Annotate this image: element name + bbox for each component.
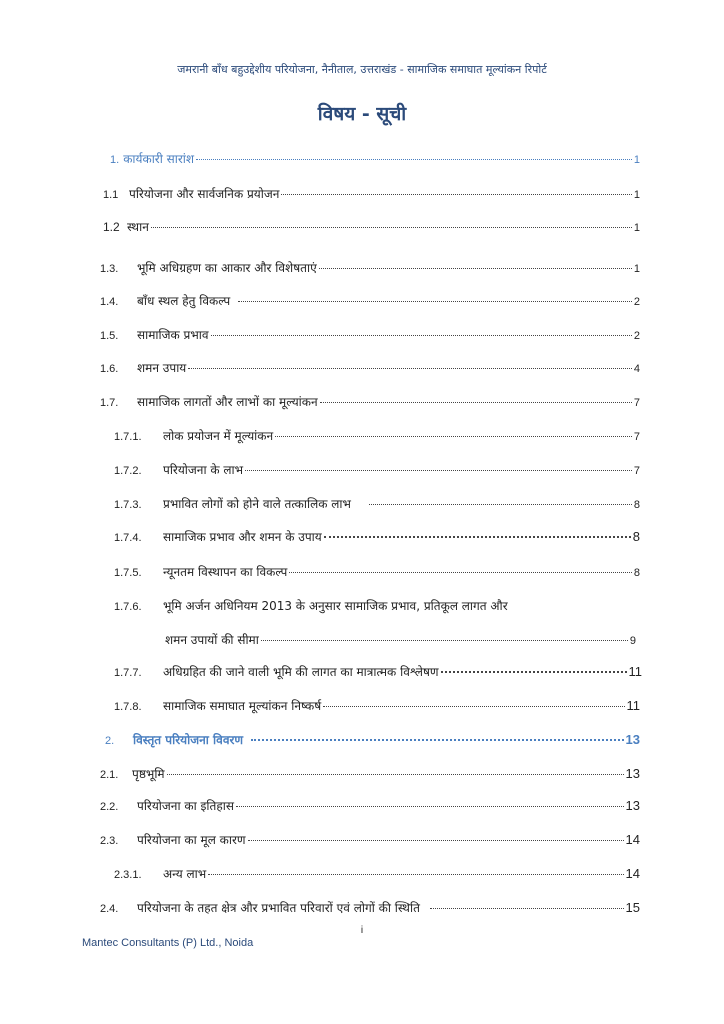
toc-page: 7 [633,397,640,409]
toc-entry[interactable] [100,259,640,276]
toc-entry[interactable] [114,597,640,614]
toc-entry[interactable] [103,218,640,235]
toc-entry[interactable] [114,865,640,882]
toc-page: 8 [633,499,640,511]
toc-page: 8 [632,529,640,544]
toc-number: 1.1 [103,189,119,201]
toc-number: 2.2. [100,801,119,813]
toc-label: भूमि अर्जन अधिनियम 2013 के अनुसार सामाजिक प्रभाव, प्रतिकूल लागत और [163,599,508,613]
toc-entry[interactable] [110,150,640,167]
toc-label: परियोजना का इतिहास [137,799,234,813]
toc-entry[interactable] [114,495,640,512]
toc-page: 1 [633,263,640,275]
toc-entry[interactable] [114,461,640,478]
toc-page: 1 [633,189,640,201]
toc-page: 14 [625,832,640,847]
toc-entry[interactable] [103,185,640,202]
toc-label: विस्तृत परियोजना विवरण [133,733,244,747]
toc-page: 7 [633,465,640,477]
dot-leader [275,435,632,437]
toc-page: 7 [633,431,640,443]
toc-label: अधिग्रहित की जाने वाली भूमि की लागत का मात्रात्मक विश्लेषण [163,665,439,679]
toc-number: 1.7.6. [114,601,142,613]
toc-page: 2 [633,296,640,308]
footer: Mantec Consultants (P) Ltd., Noida [82,937,254,949]
toc-label: सामाजिक समाघात मूल्यांकन निष्कर्ष [163,699,322,713]
toc-page: 9 [629,635,636,647]
dot-leader [251,738,623,741]
toc-number: 2.1. [100,769,119,781]
toc-number: 2.3. [100,835,119,847]
toc-entry[interactable] [100,292,640,309]
dot-leader [248,839,624,841]
toc-page: 2 [633,330,640,342]
toc-label: भूमि अधिग्रहण का आकार और विशेषताएं [137,261,317,275]
toc-label: परियोजना का मूल कारण [137,833,246,847]
dot-leader [323,705,624,707]
toc-number: 1.7.5. [114,567,142,579]
toc-page: 14 [625,866,640,881]
toc-entry[interactable] [100,393,640,410]
toc-entry[interactable] [114,563,640,580]
dot-leader [238,300,632,302]
toc-label: परियोजना और सार्वजनिक प्रयोजन [129,187,280,201]
toc-number: 1.7.7. [114,667,142,679]
toc-entry[interactable] [114,697,640,714]
toc-label: अन्य लाभ [163,867,207,881]
dot-leader [320,401,632,403]
page-title: विषय - सूची [317,103,407,125]
toc-entry[interactable] [105,731,640,748]
dot-leader [324,535,631,538]
toc-page: 15 [625,900,640,915]
toc-number: 1.2 [103,220,120,234]
dot-leader [236,805,624,807]
toc-page: 11 [628,664,642,679]
toc-number: 2.4. [100,903,119,915]
toc-page: 8 [633,567,640,579]
toc-entry[interactable] [114,427,640,444]
dot-leader [245,469,632,471]
toc-page: 13 [625,732,640,747]
toc-entry[interactable] [100,326,640,343]
toc-number: 1.7.3. [114,499,142,511]
toc-number: 1. [110,154,120,166]
toc-number: 1.7.8. [114,701,142,713]
toc-label: कार्यकारी सारांश [123,152,195,166]
dot-leader [281,193,631,195]
toc-number: 1.4. [100,296,119,308]
toc-entry[interactable] [100,359,640,376]
toc-entry-continued[interactable] [165,631,636,648]
toc-entry[interactable] [100,831,640,848]
dot-leader [151,226,632,228]
toc-number: 1.5. [100,330,119,342]
dot-leader [289,571,632,573]
dot-leader [188,367,632,369]
toc-number: 1.7.2. [114,465,142,477]
toc-label: परियोजना के लाभ [163,463,244,477]
toc-label: पृष्ठभूमि [132,767,165,781]
toc-label: शमन उपाय [137,361,187,375]
dot-leader [430,907,624,909]
toc-number: 1.7.4. [114,532,142,544]
dot-leader [261,639,628,641]
toc-label: स्थान [127,220,149,234]
dot-leader [196,158,632,160]
toc-number: 1.3. [100,263,119,275]
dot-leader [208,873,623,875]
page-number: i [360,925,364,936]
running-header: जमरानी बाँध बहुउद्देशीय परियोजना, नैनीताल, उत्तराखंड - सामाजिक समाघात मूल्यांकन रिपोर्ट [177,63,547,76]
toc-page: 11 [626,698,640,713]
toc-label: परियोजना के तहत क्षेत्र और प्रभावित परिवारों एवं लोगों की स्थिति [137,901,420,915]
toc-label: शमन उपायों की सीमा [165,633,259,647]
toc-number: 1.7. [100,397,119,409]
dot-leader [369,503,632,505]
toc-label: बाँध स्थल हेतु विकल्प [137,294,231,308]
toc-page: 13 [625,766,640,781]
toc-label: सामाजिक लागतों और लाभों का मूल्यांकन [137,395,318,409]
toc-entry[interactable] [100,797,640,814]
toc-label: लोक प्रयोजन में मूल्यांकन [163,429,274,443]
toc-number: 2. [105,735,115,747]
toc-entry[interactable] [100,899,640,916]
toc-number: 1.6. [100,363,119,375]
toc-label: प्रभावित लोगों को होने वाले तत्कालिक लाभ [163,497,351,511]
toc-page: 1 [633,222,640,234]
toc-label: न्यूनतम विस्थापन का विकल्प [163,565,288,579]
toc-number: 1.7.1. [114,431,142,443]
toc-entry[interactable] [100,765,640,782]
toc-entry[interactable] [114,663,642,680]
toc-page: 4 [633,363,640,375]
toc-label: सामाजिक प्रभाव और शमन के उपाय [163,530,322,544]
dot-leader [319,267,632,269]
toc-page: 1 [633,154,640,166]
dot-leader [441,670,627,673]
toc-page: 13 [625,798,640,813]
toc-number: 2.3.1. [114,869,142,881]
dot-leader [167,773,624,775]
toc-entry[interactable] [114,528,640,545]
dot-leader [211,334,632,336]
toc-label: सामाजिक प्रभाव [137,328,209,342]
